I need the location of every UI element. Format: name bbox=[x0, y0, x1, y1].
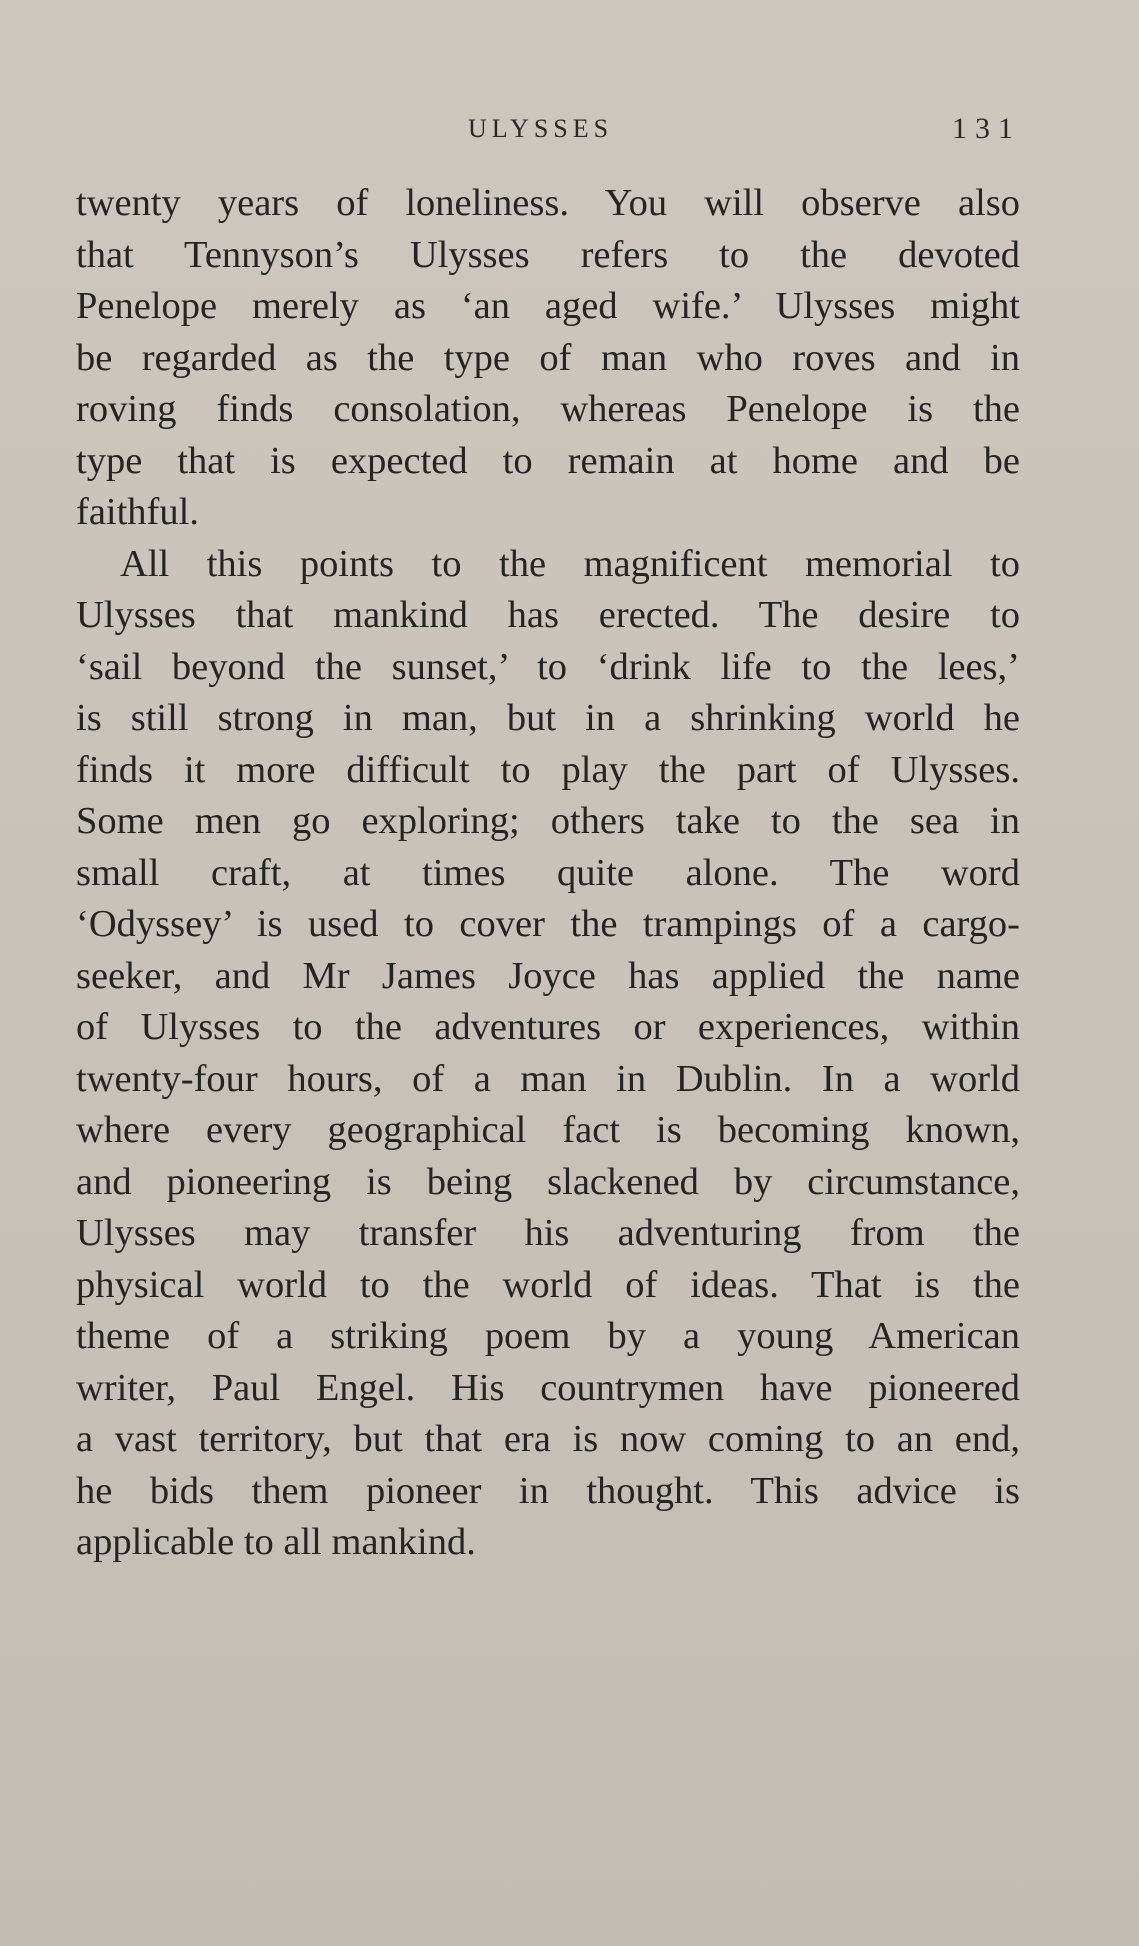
text-line: of Ulysses to the adventures or experiences, within bbox=[76, 1006, 1020, 1048]
text-line: ‘Odyssey’ is used to cover the trampings of a cargo- bbox=[76, 903, 1020, 945]
text-line: and pioneering is being slackened by circumstance, bbox=[76, 1160, 1020, 1203]
page-number: 131 bbox=[952, 112, 1021, 145]
text-line: physical world to the world of ideas. That is the bbox=[76, 1263, 1020, 1306]
text-line: applicable to all mankind. bbox=[76, 1521, 476, 1563]
text-line: where every geographical fact is becoming known, bbox=[76, 1109, 1020, 1151]
body-text bbox=[76, 178, 1020, 1569]
text-line: faithful. bbox=[76, 491, 199, 533]
paragraph-first-line: All this points to the magnificent memorial to bbox=[120, 542, 1020, 585]
text-line: small craft, at times quite alone. The word bbox=[76, 851, 1020, 894]
text-line: is still strong in man, but in a shrinking world he bbox=[76, 697, 1020, 739]
text-line: Some men go exploring; others take to the sea in bbox=[76, 800, 1020, 842]
running-head-title: ULYSSES bbox=[468, 114, 614, 143]
text-line: twenty-four hours, of a man in Dublin. In a world bbox=[76, 1057, 1020, 1100]
text-line: be regarded as the type of man who roves and in bbox=[76, 336, 1020, 379]
text-line: theme of a striking poem by a young American bbox=[76, 1315, 1020, 1357]
text-line: he bids them pioneer in thought. This advice is bbox=[76, 1469, 1020, 1512]
text-line: Ulysses may transfer his adventuring from the bbox=[76, 1212, 1020, 1254]
text-line: writer, Paul Engel. His countrymen have pioneered bbox=[76, 1366, 1020, 1409]
running-head bbox=[0, 114, 1139, 154]
text-line: a vast territory, but that era is now coming to an end, bbox=[76, 1418, 1020, 1460]
text-line: ‘sail beyond the sunset,’ to ‘drink life to the lees,’ bbox=[76, 645, 1020, 688]
text-line: that Tennyson’s Ulysses refers to the devoted bbox=[76, 233, 1020, 276]
text-line: roving finds consolation, whereas Penelope is the bbox=[76, 388, 1020, 430]
text-line: seeker, and Mr James Joyce has applied the name bbox=[76, 954, 1020, 997]
text-line: twenty years of loneliness. You will observe also bbox=[76, 182, 1020, 224]
text-line: Ulysses that mankind has erected. The desire to bbox=[76, 594, 1020, 636]
text-line: finds it more difficult to play the part of Ulysses. bbox=[76, 748, 1020, 791]
text-line: Penelope merely as ‘an aged wife.’ Ulysses might bbox=[76, 285, 1020, 327]
text-line: type that is expected to remain at home and be bbox=[76, 439, 1020, 482]
